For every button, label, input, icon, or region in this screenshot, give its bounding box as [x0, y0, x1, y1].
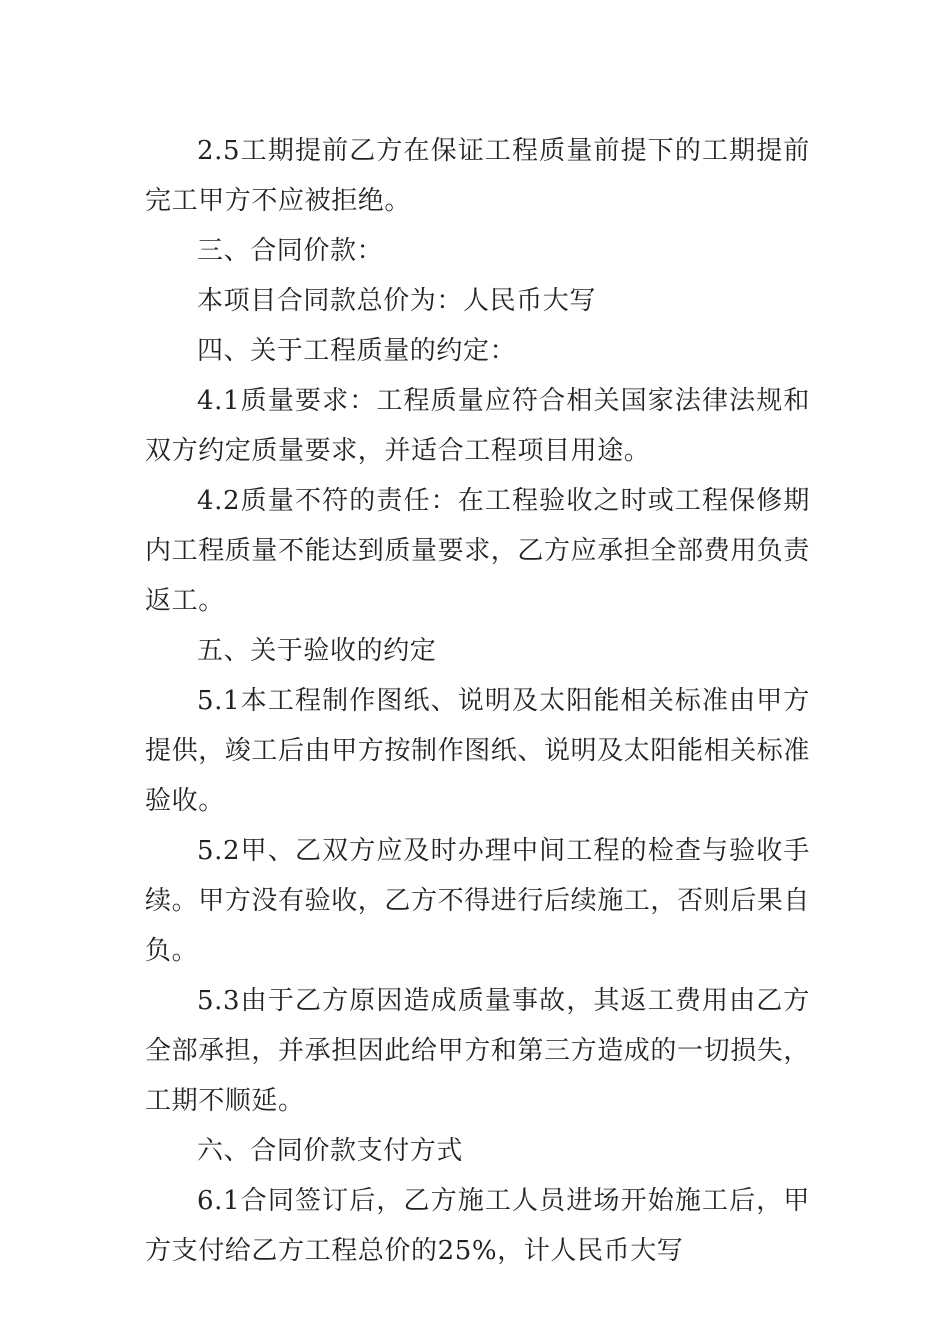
heading-contract-price: 三、合同价款：	[197, 236, 384, 266]
paragraph-5-3-quality-accident: 5.3由于乙方原因造成质量事故，其返工费用由乙方全部承担，并承担因此给甲方和第三方造成的一切损失，工期不顺延。	[145, 986, 811, 1116]
paragraph-2-5-schedule: 2.5工期提前乙方在保证工程质量前提下的工期提前完工甲方不应被拒绝。	[145, 136, 810, 216]
paragraph-total-price: 本项目合同款总价为：人民币大写	[197, 286, 597, 316]
paragraph-4-1-quality-requirements: 4.1质量要求：工程质量应符合相关国家法律法规和双方约定质量要求，并适合工程项目用途。	[145, 386, 810, 466]
paragraph-6-1-payment: 6.1合同签订后，乙方施工人员进场开始施工后，甲方支付给乙方工程总价的25%，计人民币大写	[145, 1186, 810, 1266]
paragraph-5-1-drawings-standards: 5.1本工程制作图纸、说明及太阳能相关标准由甲方提供，竣工后由甲方按制作图纸、说明及太阳能相关标准验收。	[145, 686, 811, 816]
heading-acceptance: 五、关于验收的约定	[197, 636, 437, 666]
document-page	[145, 126, 810, 1276]
heading-quality: 四、关于工程质量的约定：	[197, 336, 517, 366]
heading-payment-method: 六、合同价款支付方式	[197, 1136, 464, 1166]
paragraph-5-2-inspection: 5.2甲、乙双方应及时办理中间工程的检查与验收手续。甲方没有验收，乙方不得进行后续施工，否则后果自负。	[145, 836, 811, 966]
paragraph-4-2-quality-liability: 4.2质量不符的责任：在工程验收之时或工程保修期内工程质量不能达到质量要求，乙方应承担全部费用负责返工。	[145, 486, 811, 616]
